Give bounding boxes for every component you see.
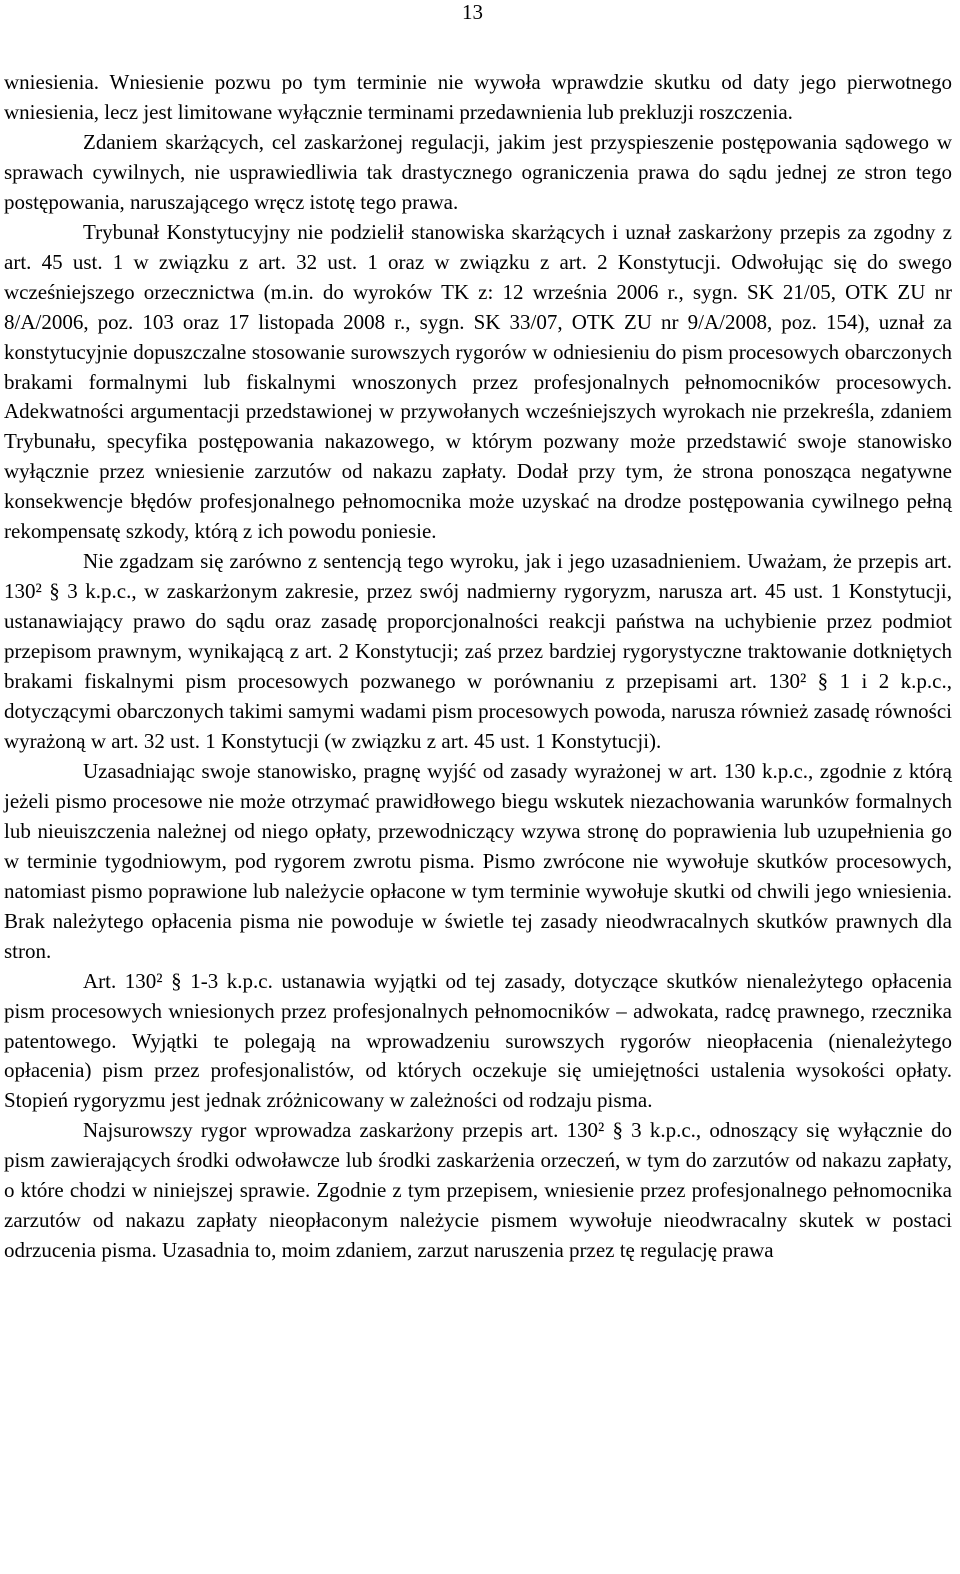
paragraph-4: Nie zgadzam się zarówno z sentencją tego wyroku, jak i jego uzasadnieniem. Uważam, że przepis art. 130² § 3 k.p.c., w zaskarżonym zakresie, przez swój nadmierny rygoryzm, narusza art. 45 ust. 1 Konstytucji, ustanawiający prawo do sądu oraz zasadę proporcjonalności reakcji państwa na uchybienie przez podmiot przepisom prawnym, wynikającą z art. 2 Konstytucji; zaś przez bardziej rygorystyczne traktowanie dotkniętych brakami fiskalnymi pism procesowych pozwanego w porównaniu z przepisami art. 130² § 1 i 2 k.p.c., dotyczącymi obarczonych takimi samymi wadami pism procesowych powoda, narusza również zasadę równości wyrażoną w art. 32 ust. 1 Konstytucji (w związku z art. 45 ust. 1 Konstytucji). bbox=[4, 549, 952, 753]
paragraph-5: Uzasadniając swoje stanowisko, pragnę wyjść od zasady wyrażonej w art. 130 k.p.c., zgodnie z którą jeżeli pismo procesowe nie może otrzymać prawidłowego biegu wskutek niezachowania warunków formalnych lub nieuiszczenia należnej od niego opłaty, przewodniczący wzywa stronę do poprawienia lub uzupełnienia go w terminie tygodniowym, pod rygorem zwrotu pisma. Pismo zwrócone nie wywołuje skutków procesowych, natomiast pismo poprawione lub należycie opłacone w tym terminie wywołuje skutki od chwili jego wniesienia. Brak należytego opłacenia pisma nie powoduje w świetle tej zasady nieodwracalnych skutków prawnych dla stron. bbox=[4, 758, 952, 963]
paragraph-7: Najsurowszy rygor wprowadza zaskarżony przepis art. 130² § 3 k.p.c., odnoszący się wyłącznie do pism zawierających środki odwoławcze lub środki zaskarżenia orzeczeń, w tym do zarzutów od nakazu zapłaty, o które chodzi w niniejszej sprawie. Zgodnie z tym przepisem, wniesienie przez profesjonalnego pełnomocnika zarzutów od nakazu zapłaty nieopłaconym należycie pismem wywołuje nieodwracalny skutek w postaci odrzucenia pisma. Uzasadnia to, moim zdaniem, zarzut naruszenia przez tę regulację prawa bbox=[4, 1118, 952, 1263]
paragraph-6: Art. 130² § 1-3 k.p.c. ustanawia wyjątki od tej zasady, dotyczące skutków nienależytego opłacenia pism procesowych wniesionych przez profesjonalnych pełnomocników – adwokata, radcę prawnego, rzecznika patentowego. Wyjątki te polegają na wprowadzeniu surowszych rygorów nieopłacenia (nienależytego opłacenia) pism przez profesjonalistów, od których oczekuje się umiejętności ustalenia wysokości opłaty. Stopień rygoryzmu jest jednak zróżnicowany w zależności od rodzaju pisma. bbox=[4, 968, 952, 1113]
paragraph-1: wniesienia. Wniesienie pozwu po tym terminie nie wywoła wprawdzie skutku od daty jego pierwotnego wniesienia, lecz jest limitowane wyłącznie terminami przedawnienia lub prekluzji roszczenia. bbox=[4, 70, 952, 124]
paragraph-2: Zdaniem skarżących, cel zaskarżonej regulacji, jakim jest przyspieszenie postępowania sądowego w sprawach cywilnych, nie usprawiedliwia tak drastycznego ograniczenia prawa do sądu jednej ze stron tego postępowania, naruszającego wręcz istotę tego prawa. bbox=[4, 129, 952, 214]
paragraph-3: Trybunał Konstytucyjny nie podzielił stanowiska skarżących i uznał zaskarżony przepis za zgodny z art. 45 ust. 1 w związku z art. 32 ust. 1 oraz w związku z art. 2 Konstytucji. Odwołując się do swego wcześniejszego orzecznictwa (m.in. do wyroków TK z: 12 września 2006 r., sygn. SK 21/05, OTK ZU nr 8/A/2006, poz. 103 oraz 17 listopada 2008 r., sygn. SK 33/07, OTK ZU nr 9/A/2008, poz. 154), uznał za konstytucyjnie dopuszczalne stosowanie surowszych rygorów w odniesieniu do pism procesowych obarczonych brakami formalnymi lub fiskalnymi wnoszonych przez profesjonalnych pełnomocników procesowych. Adekwatności argumentacji przedstawionej w przywołanych wcześniejszych wyrokach nie przekreśla, zdaniem Trybunału, specyfika postępowania nakazowego, w którym pozwany może przedstawić swoje stanowisko wyłącznie przez wniesienie zarzutów od nakazu zapłaty. Dodał przy tym, że strona ponosząca negatywne konsekwencje błędów profesjonalnego pełnomocnika może uzyskać na drodze postępowania cywilnego pełną rekompensatę szkody, którą z ich powodu poniesie. bbox=[4, 219, 952, 544]
page-number: 13 bbox=[462, 0, 483, 24]
document-body bbox=[4, 68, 952, 1266]
